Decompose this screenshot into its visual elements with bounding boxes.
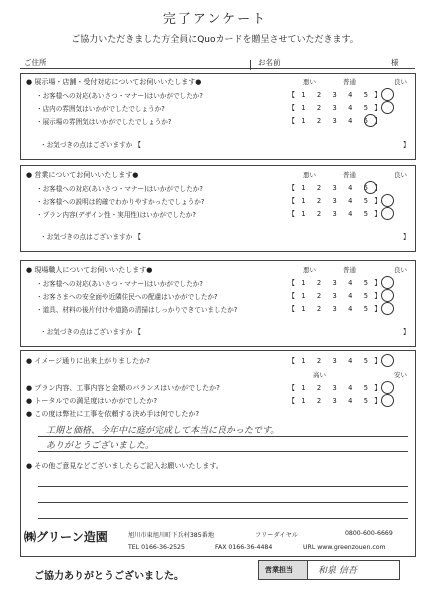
- comment-bracket-close: 】: [403, 141, 410, 149]
- comment-prompt: ・お気づきの点はございますか 【: [40, 233, 142, 241]
- price-low-label: 安い: [394, 371, 407, 379]
- company-name: ㈱グリーン造園: [24, 530, 108, 544]
- selection-circle: [381, 289, 394, 302]
- scale-low-label: 悪い: [303, 266, 316, 274]
- answer-line: [38, 436, 408, 437]
- rating-scale: 【 1 2 3 4 5 】: [288, 305, 383, 313]
- free-comment-question: ● その他ご意見などございましたらご記入お願いいたします。: [26, 462, 223, 470]
- staff-label: 営業担当: [265, 566, 293, 574]
- section-overall: [20, 350, 416, 557]
- section-showroom-heading: ● 展示場・店舗・受付対応についてお伺いいたします●: [26, 78, 202, 86]
- company-fax: FAX 0166-36-4484: [215, 544, 273, 551]
- question-2-3: ・プラン内容(デザイン性・実用性)はいかがでしたか?: [36, 211, 196, 219]
- rating-scale: 【 1 2 3 4 5 】: [288, 117, 383, 125]
- scale-high-label: 良い: [394, 171, 407, 179]
- reason-question: ● この度は弊社に工事を依頼する決め手は何でしたか?: [26, 410, 200, 418]
- thanks-message: ご協力ありがとうございました。: [34, 571, 184, 582]
- name-label: お名前: [258, 58, 281, 67]
- question-2-1: ・お客様への対応(あいさつ・マナー)はいかがでしたか?: [36, 185, 203, 193]
- rating-scale: 【 1 2 3 4 5 】: [288, 104, 383, 112]
- comment-prompt: ・お気づきの点はございますか 【: [40, 328, 142, 336]
- rating-scale: 【 1 2 3 4 5 】: [288, 184, 383, 192]
- scale-mid-label: 普通: [343, 78, 356, 86]
- selection-circle: [381, 381, 394, 394]
- selection-circle: [381, 354, 394, 367]
- comment-bracket-close: 】: [403, 328, 410, 336]
- scale-low-label: 悪い: [303, 78, 316, 86]
- address-label: ご住所: [24, 58, 47, 67]
- staff-name: 和泉 信吾: [318, 566, 357, 576]
- rating-scale: 【 1 2 3 4 5 】: [288, 279, 383, 287]
- answer-line: [38, 486, 408, 487]
- selection-circle: [381, 207, 394, 220]
- question-1-1: ・お客様への対応(あいさつ・マナー)はいかがでしたか?: [36, 92, 203, 100]
- page-title: 完了アンケート: [162, 12, 268, 27]
- rating-scale: 【 1 2 3 4 5 】: [288, 357, 383, 365]
- total-question: ● トータルでの満足度はいかがでしたか?: [26, 397, 158, 405]
- selection-circle: [381, 276, 394, 289]
- plan-question: ● プラン内容、工事内容と金額のバランスはいかがでしたか?: [26, 384, 220, 392]
- answer-line: [38, 518, 408, 519]
- scale-low-label: 悪い: [303, 171, 316, 179]
- free-dial-label: フリーダイヤル: [255, 532, 298, 539]
- scale-high-label: 良い: [394, 78, 407, 86]
- name-suffix: 様: [391, 58, 399, 67]
- selection-circle: [364, 181, 377, 194]
- section-sales-heading: ● 営業についてお伺いいたします●: [26, 171, 139, 179]
- scale-mid-label: 普通: [343, 171, 356, 179]
- reason-answer-line-2: ありがとうございました。: [46, 441, 155, 451]
- reason-answer-line-1: 工期と価格、今年中に庭が完成して本当に良かったです。: [46, 426, 280, 436]
- page-subtitle: ご協力いただきました方全員にQuoカードを贈呈させていただきます。: [71, 35, 359, 45]
- section-craftsmen-heading: ● 現場職人についてお伺いいたします●: [26, 266, 153, 274]
- company-address: 旭川市東旭川町下兵村385番地: [128, 532, 215, 539]
- rating-scale: 【 1 2 3 4 5 】: [288, 292, 383, 300]
- answer-line: [38, 502, 408, 503]
- rating-scale: 【 1 2 3 4 5 】: [288, 197, 383, 205]
- selection-circle: [381, 302, 394, 315]
- scale-mid-label: 普通: [343, 266, 356, 274]
- image-question: ● イメージ通りに出来上がりましたか?: [26, 357, 150, 365]
- selection-circle: [364, 114, 377, 127]
- question-3-1: ・お客様への対応(あいさつ・マナー)はいかがでしたか?: [36, 280, 203, 288]
- rating-scale: 【 1 2 3 4 5 】: [288, 384, 383, 392]
- scale-high-label: 良い: [394, 266, 407, 274]
- field-divider: [250, 60, 251, 70]
- question-3-2: ・お客さまへの安全面や近隣住民への配慮はいかがでしたか?: [36, 293, 218, 301]
- answer-line: [38, 451, 408, 452]
- address-underline: [20, 68, 415, 69]
- rating-scale: 【 1 2 3 4 5 】: [288, 397, 383, 405]
- question-1-2: ・店内の雰囲気はいかがでしたでしょうか?: [36, 105, 165, 113]
- selection-circle: [381, 194, 394, 207]
- question-1-3: ・展示場の雰囲気はいかがでしたでしょうか?: [36, 118, 172, 126]
- free-dial-number: 0800-600-6669: [345, 530, 393, 537]
- rating-scale: 【 1 2 3 4 5 】: [288, 210, 383, 218]
- comment-prompt: ・お気づきの点はございますか 【: [40, 141, 142, 149]
- question-3-3: ・道具、材料の後片付けや道路の清掃はしっかりできていましたか?: [36, 306, 238, 314]
- selection-circle: [381, 88, 394, 101]
- rating-scale: 【 1 2 3 4 5 】: [288, 91, 383, 99]
- comment-bracket-close: 】: [403, 233, 410, 241]
- company-tel: TEL 0166-36-2525: [128, 544, 185, 551]
- company-url: URL www.greenzouen.com: [303, 544, 386, 551]
- question-2-2: ・お客様への説明は的確でわかりやすかったでしょうか?: [36, 198, 205, 206]
- price-high-label: 高い: [313, 371, 326, 379]
- selection-circle: [381, 101, 394, 114]
- selection-circle: [381, 394, 394, 407]
